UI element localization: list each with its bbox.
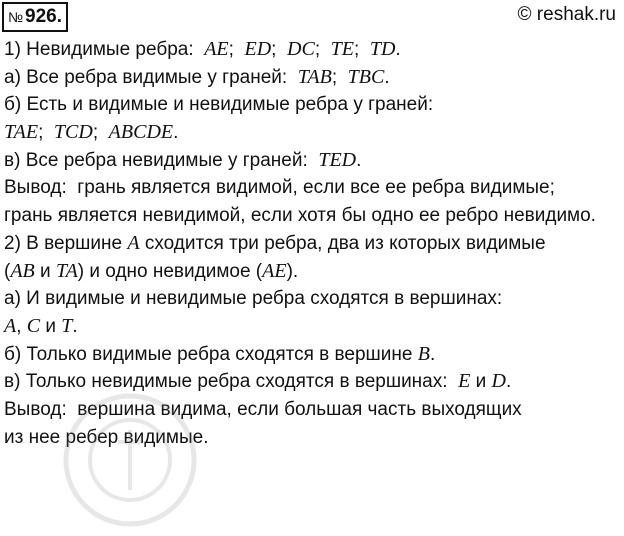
text-segment: . [505,371,512,393]
text-segment: ; [354,39,370,60]
text-segment: сходится три ребра, два из которых видимые [139,232,546,254]
text-line [4,174,620,202]
math-symbol: TAB [297,65,332,88]
text-segment: и [34,260,56,282]
text-line [4,424,620,452]
text-segment: . [384,66,390,88]
math-symbol: D [491,370,506,393]
number-sign: № [8,9,24,25]
task-number-badge [2,2,68,32]
text-segment: , [16,315,27,337]
site-copyright: © reshak.ru [517,4,616,25]
math-symbol: TBC [347,65,385,88]
text-segment: Вывод: грань является видимой, если все ее ребра видимые; [4,177,555,199]
text-segment: и [40,315,62,337]
text-segment: ) и одно невидимое ( [77,260,263,282]
text-segment: . [395,39,401,60]
text-segment: из нее ребер видимые. [4,426,209,448]
text-line [4,285,620,313]
text-segment: а) И видимые и невидимые ребра сходятся в вершинах: [4,288,503,310]
math-symbol: TED [318,148,357,171]
header [2,2,620,32]
text-segment: и [470,371,492,393]
text-line [4,119,620,147]
math-symbol: DC [287,38,315,60]
text-segment: грань является невидимой, если хотя бы одно ее ребро невидимо. [4,205,596,227]
math-symbol: A [127,231,140,254]
math-symbol: AE [204,38,229,60]
text-segment: б) Только видимые ребра сходятся в вершине [4,343,418,365]
text-segment: 2) В вершине [4,232,128,254]
math-symbol: A [4,314,17,337]
math-symbol: ABCDE [108,121,174,144]
text-segment: ; [314,39,331,60]
text-segment: ; [38,122,54,144]
text-line [4,230,620,258]
text-line [4,396,620,424]
math-symbol: TE [330,38,354,60]
text-segment: . [429,343,436,365]
math-symbol: T [61,314,73,337]
text-segment: в) Только невидимые ребра сходятся в вершинах: [4,371,459,393]
math-symbol: TAE [4,121,39,144]
math-symbol: ED [244,38,272,60]
text-line [4,91,620,119]
text-line [4,36,620,64]
text-line [4,313,620,341]
text-segment: 1) Невидимые ребра: [4,39,205,60]
text-segment: ). [286,260,299,282]
text-segment: а) Все ребра видимые у граней: [4,66,298,88]
math-symbol: TCD [53,121,93,144]
text-segment: ; [331,66,348,88]
text-segment: ( [4,260,11,282]
text-segment: . [72,315,78,337]
text-segment: б) Есть и видимые и невидимые ребра у граней: [4,94,434,116]
text-segment: . [356,149,362,171]
text-line [4,258,620,286]
text-line [4,202,620,230]
math-symbol: E [458,370,471,393]
task-number: 926. [25,6,63,27]
text-segment: ; [92,122,109,144]
text-segment: в) Все ребра невидимые у граней: [4,149,319,171]
solution-text [4,36,620,451]
math-symbol: AE [262,259,287,282]
math-symbol: TD [369,38,396,60]
math-symbol: TA [55,259,78,282]
text-line [4,368,620,396]
text-segment: . [173,122,179,144]
text-line [4,147,620,175]
math-symbol: C [26,314,41,337]
text-line [4,341,620,369]
text-segment: ; [271,39,288,60]
text-segment: Вывод: вершина видима, если большая часть выходящих [4,398,522,420]
math-symbol: AB [10,259,35,282]
math-symbol: B [417,342,430,365]
text-segment: ; [228,39,245,60]
text-line [4,64,620,92]
